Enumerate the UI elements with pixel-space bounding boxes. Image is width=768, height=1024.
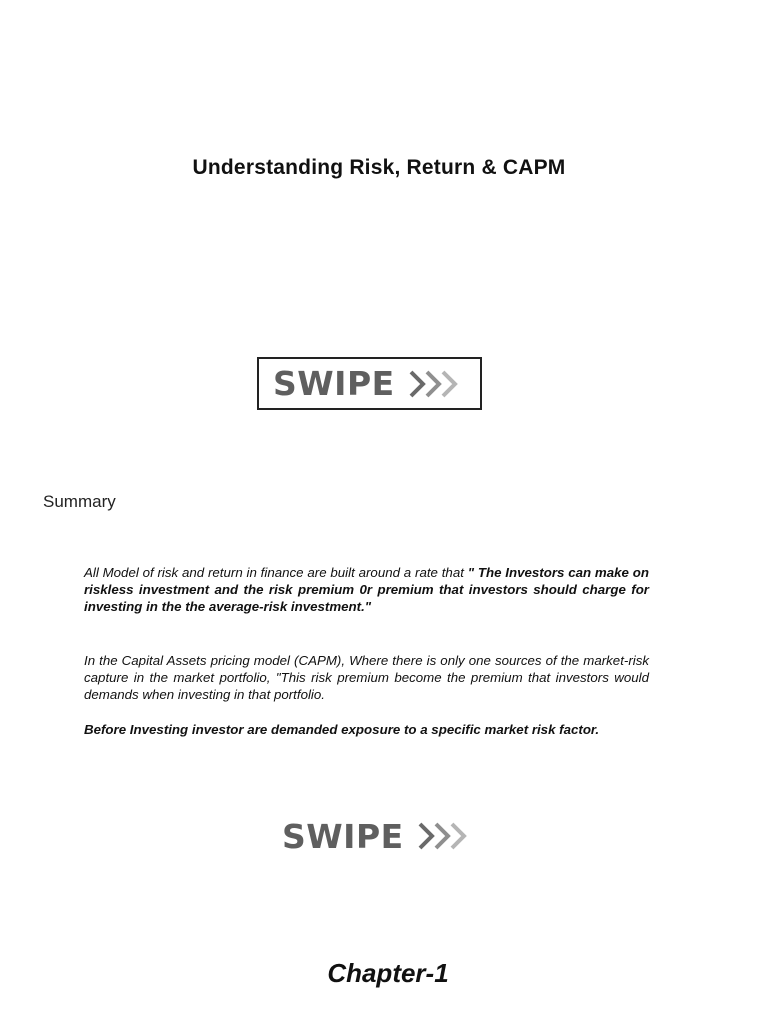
swipe-button-plain[interactable]: [282, 812, 474, 860]
swipe-button-boxed[interactable]: [257, 357, 482, 410]
paragraph-risk-return: [84, 564, 649, 615]
chapter-label: Chapter-1: [327, 958, 449, 988]
swipe-label-plain: SWIPE: [282, 816, 404, 856]
triple-chevron-right-icon: [407, 369, 465, 399]
swipe-content: [273, 359, 465, 408]
paragraph-market-risk: Before Investing investor are demanded exposure to a specific market risk factor.: [84, 722, 600, 737]
paragraph-risk-return-quote: " The Investors can make on riskless investment and the risk premium 0r premium that investors should charge for investing in the the average-risk investment.": [84, 565, 649, 614]
page-title: Understanding Risk, Return & CAPM: [192, 156, 566, 179]
swipe-label: SWIPE: [273, 364, 395, 403]
triple-chevron-right-icon: [416, 821, 474, 851]
summary-heading: Summary: [43, 492, 116, 511]
paragraph-risk-return-text: All Model of risk and return in finance are built around a rate that: [84, 565, 468, 580]
paragraph-capm: In the Capital Assets pricing model (CAPM), Where there is only one sources of the market-risk capture in the market portfolio, "This risk premium become the premium that investors would demands when investing in that portfolio.: [84, 653, 649, 702]
